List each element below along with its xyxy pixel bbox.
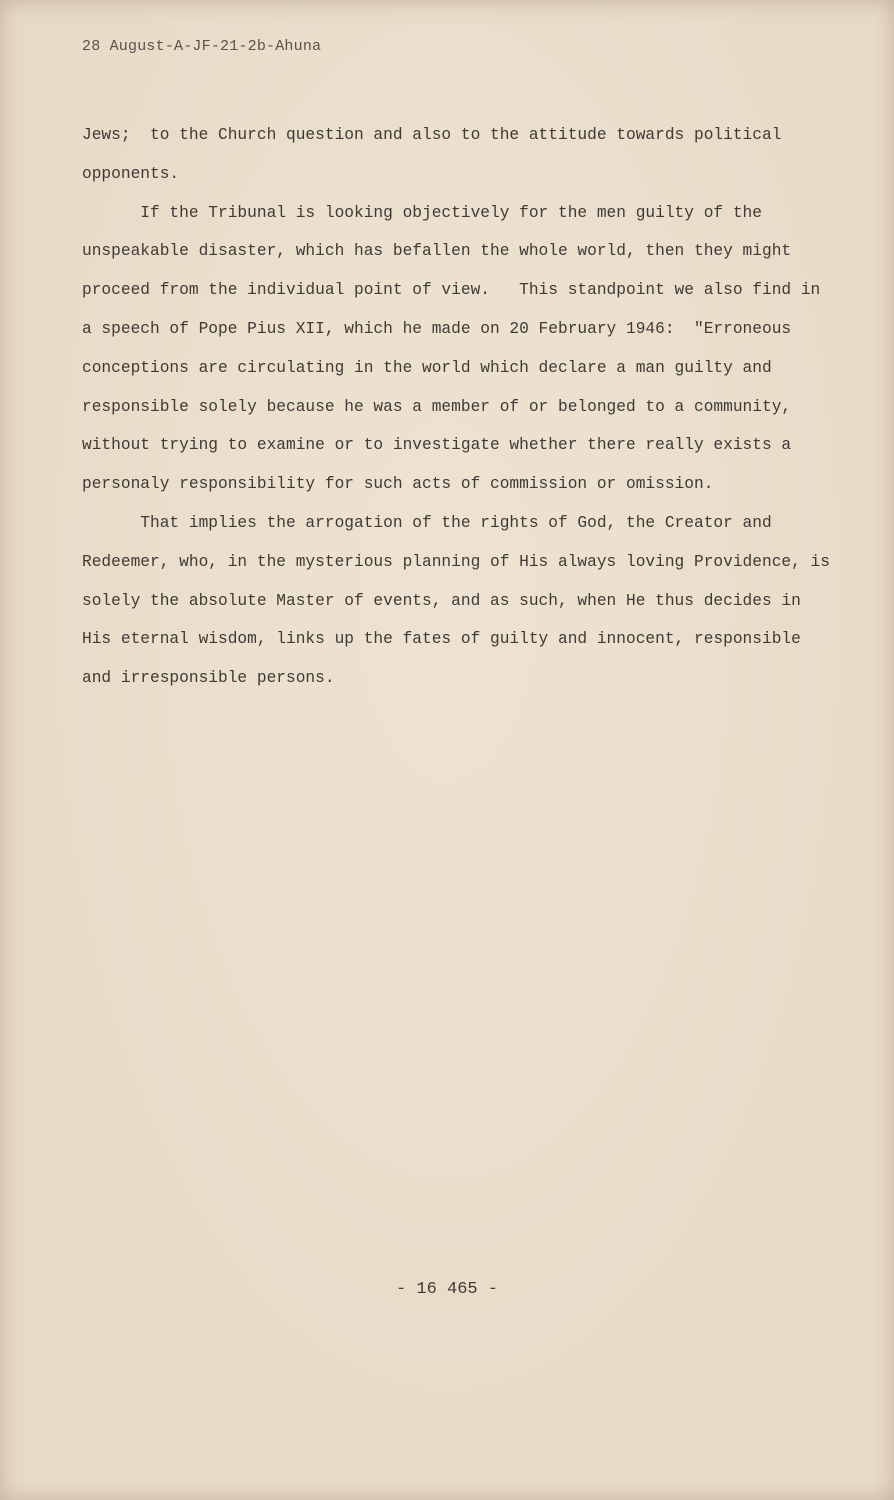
body-line: If the Tribunal is looking objectively for the men guilty of the: [82, 203, 762, 222]
body-line: Redeemer, who, in the mysterious planning of His always loving Providence, is: [82, 552, 830, 571]
page-number: - 16 465 -: [395, 1280, 499, 1299]
body-line: proceed from the individual point of view. This standpoint we also find in: [82, 281, 821, 300]
body-line: and irresponsible persons.: [82, 669, 335, 688]
body-line: conceptions are circulating in the world which declare a man guilty and: [82, 358, 772, 377]
body-line: unspeakable disaster, which has befallen the whole world, then they might: [82, 242, 792, 261]
document-body: [82, 116, 832, 698]
body-line: opponents.: [82, 164, 180, 183]
body-line: responsible solely because he was a member of or belonged to a community,: [82, 397, 792, 416]
body-line: without trying to examine or to investigate whether there really exists a: [82, 436, 792, 455]
body-line: His eternal wisdom, links up the fates of guilty and innocent, responsible: [82, 630, 801, 649]
body-line: personaly responsibility for such acts of commission or omission.: [82, 475, 714, 494]
body-line: a speech of Pope Pius XII, which he made on 20 February 1946: "Erroneous: [82, 319, 792, 338]
body-line: solely the absolute Master of events, and as such, when He thus decides in: [82, 591, 801, 610]
body-line: Jews; to the Church question and also to the attitude towards political: [82, 126, 782, 144]
body-line: That implies the arrogation of the rights of God, the Creator and: [82, 513, 772, 532]
document-reference-header: 28 August-A-JF-21-2b-Ahuna: [82, 38, 322, 55]
